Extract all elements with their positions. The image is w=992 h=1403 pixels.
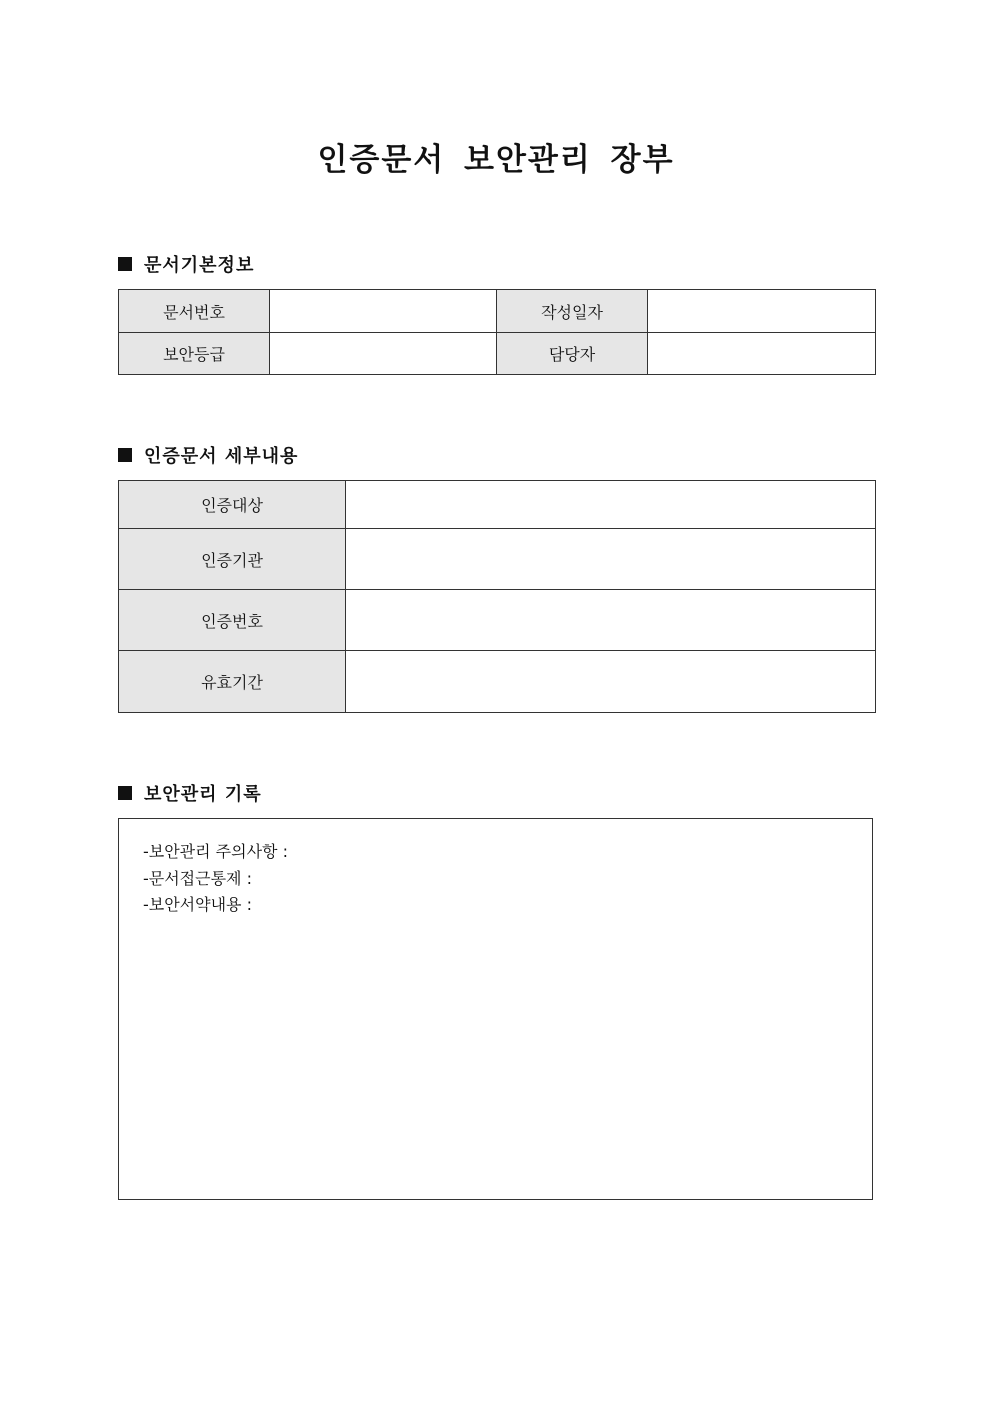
security-level-field[interactable]	[270, 333, 497, 375]
cert-agency-field[interactable]	[346, 529, 876, 590]
record-line-access-control: -문서접근통제 :	[143, 868, 252, 888]
security-record-box[interactable]	[118, 818, 873, 1200]
manager-field[interactable]	[648, 333, 876, 375]
table-row	[119, 290, 876, 333]
section-heading-cert-details	[118, 442, 298, 468]
cert-target-label: 인증대상	[119, 481, 346, 529]
doc-number-label: 문서번호	[119, 290, 270, 333]
section-heading-text: 문서기본정보	[144, 255, 255, 276]
square-bullet-icon	[118, 257, 132, 271]
cert-target-field[interactable]	[346, 481, 876, 529]
table-row	[119, 590, 876, 651]
basic-info-table	[118, 289, 876, 375]
table-row	[119, 333, 876, 375]
created-date-label: 작성일자	[497, 290, 648, 333]
manager-label: 담당자	[497, 333, 648, 375]
cert-details-table	[118, 480, 876, 713]
cert-agency-label: 인증기관	[119, 529, 346, 590]
security-level-label: 보안등급	[119, 333, 270, 375]
doc-number-field[interactable]	[270, 290, 497, 333]
validity-period-label: 유효기간	[119, 651, 346, 713]
record-line-security-pledge: -보안서약내용 :	[143, 895, 252, 914]
cert-number-field[interactable]	[346, 590, 876, 651]
section-heading-basic-info	[118, 251, 254, 277]
table-row	[119, 651, 876, 713]
cert-number-label: 인증번호	[119, 590, 346, 651]
page-title: 인증문서 보안관리 장부	[317, 142, 675, 178]
table-row	[119, 529, 876, 590]
record-line-precautions: -보안관리 주의사항 :	[143, 842, 288, 861]
section-heading-text: 보안관리 기록	[144, 784, 262, 805]
section-heading-text: 인증문서 세부내용	[144, 446, 299, 467]
table-row	[119, 481, 876, 529]
validity-period-field[interactable]	[346, 651, 876, 713]
square-bullet-icon	[118, 448, 132, 462]
created-date-field[interactable]	[648, 290, 876, 333]
section-heading-security-record	[118, 780, 262, 806]
square-bullet-icon	[118, 786, 132, 800]
